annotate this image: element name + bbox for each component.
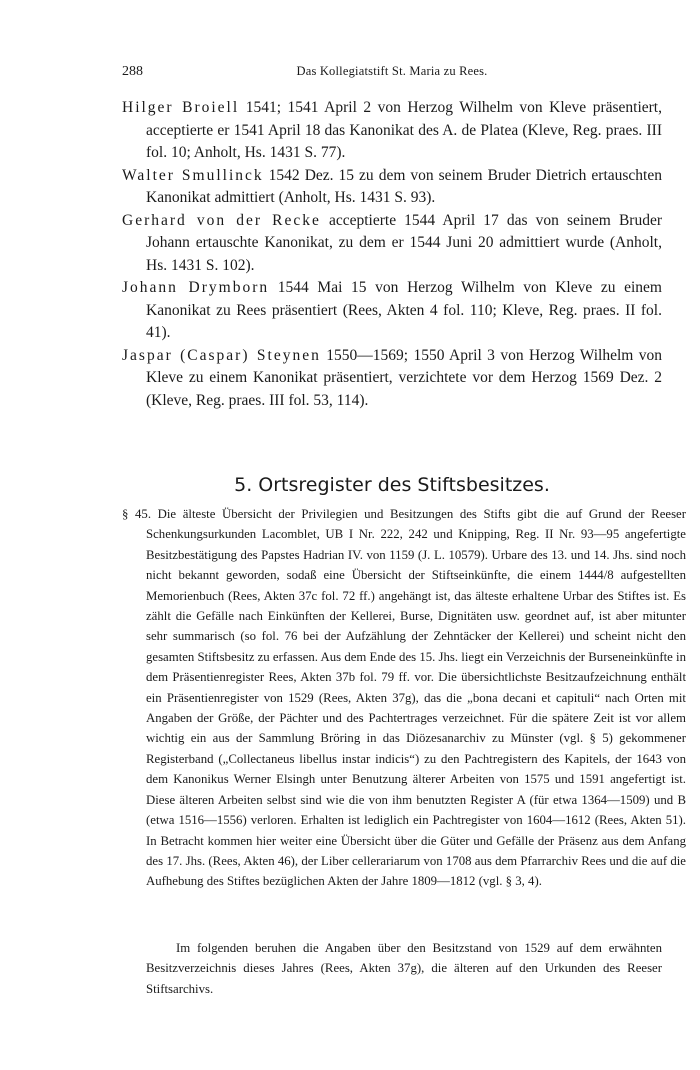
entry-name: Jaspar (Caspar) Steynen [122, 346, 321, 364]
entry-name: Walter Smullinck [122, 166, 264, 184]
section-paragraph: § 45. Die älteste Übersicht der Privilegien und Besitzungen des Stifts gibt die auf Grund der Reeser Schenkungsurkunden Lacomblet, UB I Nr. 222, 242 und Knipping, Reg. II Nr. 93—95 angefertigte Besitzbestätigung des Papstes Hadrian IV. von 1159 (J. L. 10579). Urbare des 13. und 14. Jhs. sind noch nicht bekannt geworden, sodaß eine Übersicht der Stiftseinkünfte, die einem 1444/8 aufgestellten Memorienbuch (Rees, Akten 37c fol. 72 ff.) angehängt ist, das älteste erhaltene Urbar des Stiftes ist. Es zählt die Gefälle nach Einkünften der Kellerei, Burse, Dignitäten usw. geordnet auf, ist aber mitunter sehr summarisch (so fol. 76 bei der Aufzählung der Zehntäcker der Kellerei) und scheint nicht den gesamten Stiftsbesitz zu erfassen. Aus dem Ende des 15. Jhs. liegt ein Verzeichnis der Burseneinkünfte in dem Präsentienregister Rees, Akten 37b fol. 79 ff. vor. Die übersichtlichste Besitzaufzeichnung enthält ein Präsentienregister von 1529 (Rees, Akten 37g), das die „bona decani et capituli“ nach Orten mit Angaben der Größe, der Pächter und des Pachtertrages verzeichnet. Für die spätere Zeit ist vor allem wichtig ein aus der Sammlung Bröring in das Diözesanarchiv zu Münster (vgl. § 5) gekommener Registerband („Collectaneus libellus instar indicis“) zu den Pachtregistern des Kapitels, der 1643 von dem Kanonikus Werner Elsingh unter Benutzung älterer Arbeiten von 1575 und 1591 angefertigt ist. Diese älteren Arbeiten selbst sind wie die von ihm benutzten Register A (für etwa 1364—1509) und B (etwa 1516—1556) verloren. Erhalten ist lediglich ein Pachtregister von 1604—1612 (Rees, Akten 51). In Betracht kommen hier weiter eine Übersicht über die Güter und Gefälle der Präsenz aus dem Anfang des 17. Jhs. (Rees, Akten 46), der Liber cellerariarum von 1708 aus dem Pfarrarchiv Rees und die auf die Aufhebung des Stiftes bezüglichen Akten der Jahre 1809—1812 (vgl. § 3, 4). [122, 507, 686, 889]
entry-text: acceptierte 1544 April 17 das von seinem Bruder Johann ertauschte Kanonikat, zu dem er 1544 Juni 20 admittiert wurde (Anholt, Hs. 1431 S. 102). [146, 211, 662, 274]
entry-text: 1541; 1541 April 2 von Herzog Wilhelm von Kleve präsentiert, acceptierte er 1541 April 18 das Kanonikat des A. de Platea (Kleve, Reg. praes. III fol. 10; Anholt, Hs. 1431 S. 77). [146, 99, 662, 161]
entry-smullinck [122, 165, 662, 210]
canon-entries [122, 97, 662, 412]
running-title: Das Kollegiatstift St. Maria zu Rees. [296, 64, 488, 78]
entry-name: Hilger Broiell [122, 99, 240, 116]
entry-text: 1542 Dez. 15 zu dem von seinem Bruder Dietrich ertauschten Kanonikat admittiert (Anholt, Hs. 1431 S. 93). [146, 166, 662, 206]
entry-drymborn [122, 277, 662, 345]
entry-broiell [122, 97, 662, 165]
section-title: 5. Ortsregister des Stiftsbesitzes. [234, 474, 550, 496]
page-number: 288 [122, 64, 143, 79]
page-header [122, 64, 662, 84]
section-paragraph-2: Im folgenden beruhen die Angaben über den Besitzstand von 1529 auf dem erwähnten Besitzverzeichnis dieses Jahres (Rees, Akten 37g), die älteren auf den Urkunden des Reeser Stiftsarchivs. [146, 941, 662, 996]
entry-recke [122, 210, 662, 278]
entry-steynen [122, 345, 662, 413]
entry-name: Gerhard von der Recke [122, 211, 321, 229]
entry-name: Johann Drymborn [122, 279, 270, 296]
entry-text: 1550—1569; 1550 April 3 von Herzog Wilhelm von Kleve zu einem Kanonikat präsentiert, verzichtete vor dem Herzog 1569 Dez. 2 (Kleve, Reg. praes. III fol. 53, 114). [146, 346, 662, 409]
entry-text: 1544 Mai 15 von Herzog Wilhelm von Kleve zu einem Kanonikat zu Rees präsentiert (Rees, Akten 4 fol. 110; Kleve, Reg. praes. II fol. 41). [146, 279, 662, 341]
